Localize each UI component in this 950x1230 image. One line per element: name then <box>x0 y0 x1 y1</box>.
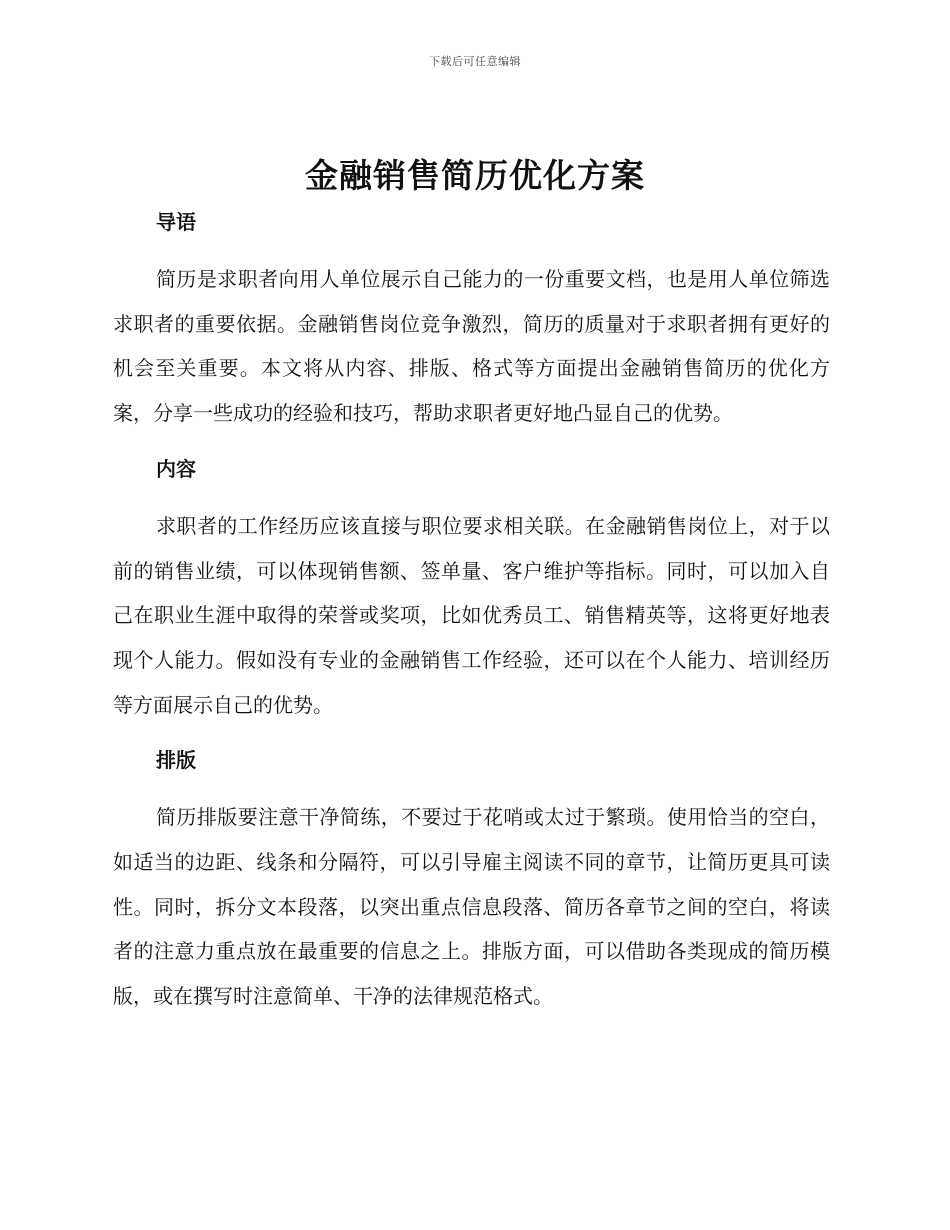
section-paragraph-introduction: 简历是求职者向用人单位展示自己能力的一份重要文档，也是用人单位筛选求职者的重要依据。金融销售岗位竞争激烈，简历的质量对于求职者拥有更好的机会至关重要。本文将从内容、排版、格式等方面提出金融销售简历的优化方案，分享一些成功的经验和技巧，帮助求职者更好地凸显自己的优势。 <box>113 267 830 426</box>
section-content <box>113 452 830 728</box>
document-title: 金融销售简历优化方案 <box>305 156 645 195</box>
section-heading-introduction: 导语 <box>156 210 196 234</box>
section-layout <box>113 743 830 1019</box>
section-heading-layout: 排版 <box>156 748 196 773</box>
section-paragraph-layout: 简历排版要注意干净简练，不要过于花哨或太过于繁琐。使用恰当的空白，如适当的边距、线条和分隔符，可以引导雇主阅读不同的章节，让简历更具可读性。同时，拆分文本段落，以突出重点信息段落、简历各章节之间的空白，将读者的注意力重点放在最重要的信息之上。排版方面，可以借助各类现成的简历模版，或在撰写时注意简单、干净的法律规范格式。 <box>113 805 830 1009</box>
document-body <box>113 205 830 1019</box>
header-note: 下载后可任意编辑 <box>429 55 521 68</box>
section-heading-content: 内容 <box>156 456 196 481</box>
section-introduction <box>113 205 830 436</box>
section-paragraph-content: 求职者的工作经历应该直接与职位要求相关联。在金融销售岗位上，对于以前的销售业绩，可以体现销售额、签单量、客户维护等指标。同时，可以加入自己在职业生涯中取得的荣誉或奖项，比如优秀员工、销售精英等，这将更好地表现个人能力。假如没有专业的金融销售工作经验，还可以在个人能力、培训经历等方面展示自己的优势。 <box>113 513 830 717</box>
